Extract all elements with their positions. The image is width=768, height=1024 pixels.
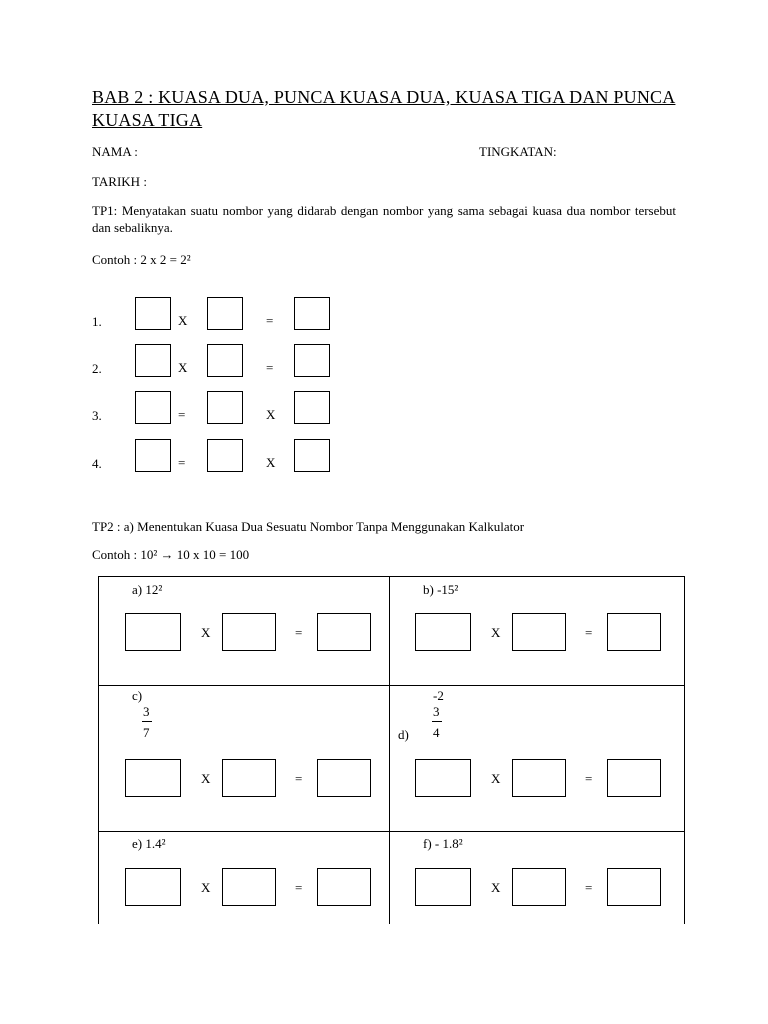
cell-c-times: X (201, 771, 211, 786)
cell-f-box-1[interactable] (415, 868, 471, 906)
cell-e-times: X (201, 880, 211, 895)
page-title (92, 86, 692, 132)
row-2-box-3[interactable] (294, 344, 330, 377)
tarikh-label: TARIKH : (92, 174, 147, 189)
cell-c-numerator: 3 (143, 704, 150, 719)
cell-d-denominator: 4 (433, 725, 440, 740)
tp1-description: TP1: Menyatakan suatu nombor yang didarab dengan nombor yang sama sebagai kuasa dua nombor tersebut dan sebaliknya. (92, 203, 676, 235)
cell-e-equals: = (295, 880, 303, 895)
cell-a-equals: = (295, 625, 303, 640)
row-1-operator-2: = (266, 313, 274, 328)
cell-d-box-3[interactable] (607, 759, 661, 797)
table-column-divider (389, 576, 390, 924)
title-line-1: BAB 2 : KUASA DUA, PUNCA KUASA DUA, KUASA TIGA DAN PUNCA (92, 87, 676, 107)
row-1-operator-1: X (178, 313, 188, 328)
cell-f-box-2[interactable] (512, 868, 566, 906)
cell-f-equals: = (585, 880, 593, 895)
cell-d-times: X (491, 771, 501, 786)
row-2-operator-2: = (266, 360, 274, 375)
cell-d-exponent: -2 (433, 688, 444, 703)
cell-d-label: d) (398, 727, 409, 742)
cell-d-numerator: 3 (433, 704, 440, 719)
row-1-box-1[interactable] (135, 297, 171, 330)
cell-c-box-2[interactable] (222, 759, 276, 797)
cell-b-label: b) -15² (423, 582, 459, 597)
cell-a-box-1[interactable] (125, 613, 181, 651)
row-2-box-1[interactable] (135, 344, 171, 377)
row-4-box-3[interactable] (294, 439, 330, 472)
cell-c-box-1[interactable] (125, 759, 181, 797)
row-2-operator-1: X (178, 360, 188, 375)
tp2-description: TP2 : a) Menentukan Kuasa Dua Sesuatu Nombor Tanpa Menggunakan Kalkulator (92, 519, 525, 534)
cell-a-box-2[interactable] (222, 613, 276, 651)
cell-a-label: a) 12² (132, 582, 163, 597)
cell-a-times: X (201, 625, 211, 640)
cell-c-box-3[interactable] (317, 759, 371, 797)
row-3-box-1[interactable] (135, 391, 171, 424)
cell-b-box-1[interactable] (415, 613, 471, 651)
cell-e-box-3[interactable] (317, 868, 371, 906)
tingkatan-label: TINGKATAN: (479, 144, 557, 159)
cell-b-box-2[interactable] (512, 613, 566, 651)
table-row-divider (99, 685, 685, 686)
cell-c-equals: = (295, 771, 303, 786)
row-1-box-2[interactable] (207, 297, 243, 330)
row-4-number: 4. (92, 456, 102, 471)
cell-e-box-1[interactable] (125, 868, 181, 906)
row-1-box-3[interactable] (294, 297, 330, 330)
row-4-operator-2: X (266, 455, 276, 470)
row-3-operator-1: = (178, 407, 186, 422)
title-line-2: KUASA TIGA (92, 110, 203, 130)
cell-d-fraction-bar (432, 721, 442, 722)
cell-f-times: X (491, 880, 501, 895)
cell-a-box-3[interactable] (317, 613, 371, 651)
row-3-box-3[interactable] (294, 391, 330, 424)
cell-d-equals: = (585, 771, 593, 786)
cell-c-fraction-bar (142, 721, 152, 722)
cell-b-times: X (491, 625, 501, 640)
cell-e-box-2[interactable] (222, 868, 276, 906)
cell-b-equals: = (585, 625, 593, 640)
cell-c-label: c) (132, 688, 143, 703)
row-4-box-2[interactable] (207, 439, 243, 472)
row-1-number: 1. (92, 314, 102, 329)
row-3-number: 3. (92, 408, 102, 423)
cell-f-box-3[interactable] (607, 868, 661, 906)
nama-label: NAMA : (92, 144, 138, 159)
cell-e-label: e) 1.4² (132, 836, 166, 851)
table-row-divider (99, 831, 685, 832)
tp2-exercise-table (98, 576, 685, 924)
row-4-operator-1: = (178, 455, 186, 470)
cell-b-box-3[interactable] (607, 613, 661, 651)
cell-d-box-2[interactable] (512, 759, 566, 797)
row-2-box-2[interactable] (207, 344, 243, 377)
row-3-operator-2: X (266, 407, 276, 422)
tp1-example: Contoh : 2 x 2 = 2² (92, 252, 191, 267)
row-3-box-2[interactable] (207, 391, 243, 424)
tp2-example: Contoh : 10² → 10 x 10 = 100 (92, 547, 250, 562)
row-4-box-1[interactable] (135, 439, 171, 472)
table-border-top (99, 576, 685, 577)
row-2-number: 2. (92, 361, 102, 376)
cell-d-box-1[interactable] (415, 759, 471, 797)
cell-c-denominator: 7 (143, 725, 150, 740)
cell-f-label: f) - 1.8² (423, 836, 463, 851)
